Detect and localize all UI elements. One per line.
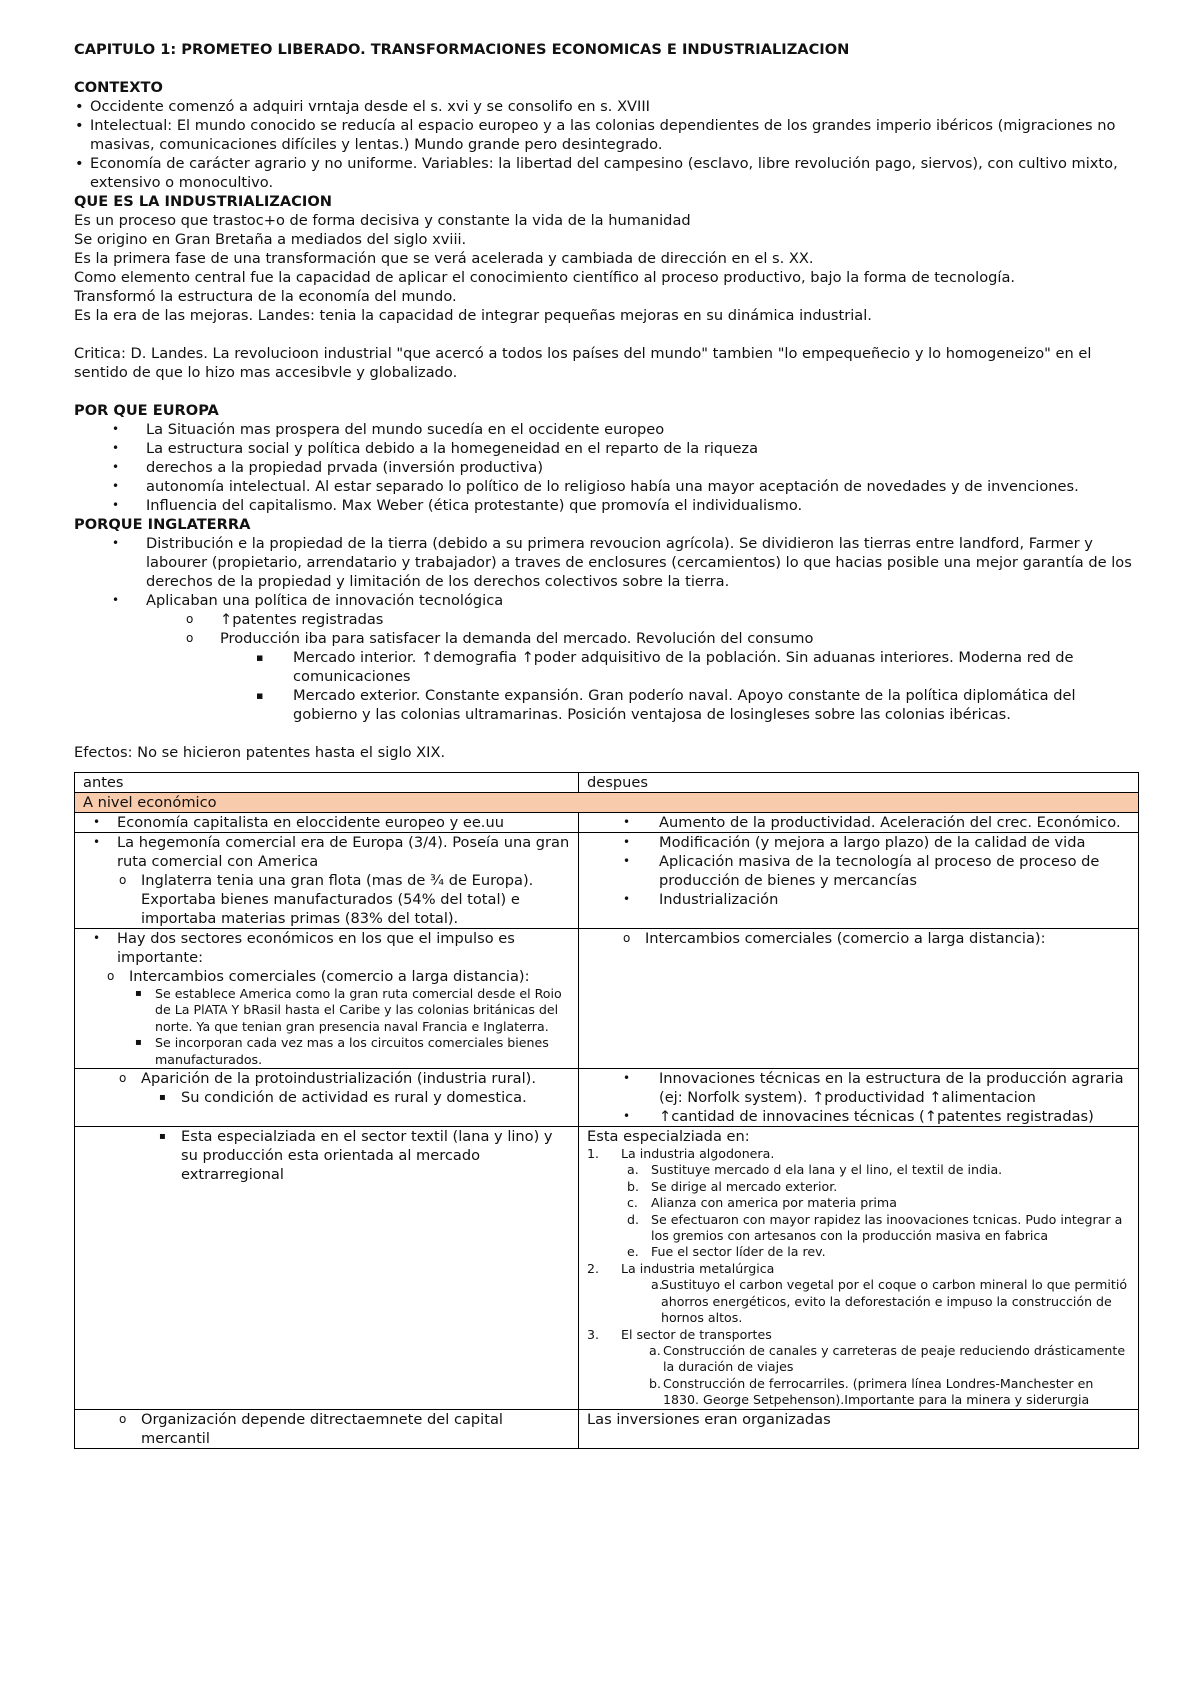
- list-item: ▪ Se incorporan cada vez mas a los circuitos comerciales bienes manufacturados.: [83, 1035, 570, 1068]
- list-item: • Economía capitalista en eloccidente europeo y ee.uu: [83, 813, 570, 832]
- list-item: ▪ Mercado interior. ↑demografia ↑poder adquisitivo de la población. Sin aduanas interiores. Moderna red de comunicaciones: [74, 648, 1138, 686]
- list-item: • Intelectual: El mundo conocido se reducía al espacio europeo y a las colonias dependientes de los grandes imperio ibéricos (migraciones no masivas, comunicaciones difíciles y lentas.) Mundo grande pero desintegrado.: [74, 116, 1138, 154]
- header-antes: antes: [75, 773, 579, 793]
- list-item: a. Sustituyo el carbon vegetal por el coque o carbon mineral lo que permitió ahorros energéticos, evito la deforestación e impuso la construcción de hornos altos.: [651, 1277, 1128, 1326]
- list-item-text: La industria algodonera.: [621, 1146, 775, 1162]
- heading-contexto: CONTEXTO: [74, 79, 163, 96]
- table-cell: [579, 1409, 1139, 1448]
- list-item: • La estructura social y política debido a la homegeneidad en el reparto de la riqueza: [74, 439, 1138, 458]
- list-item: • Aplicaban una política de innovación tecnológica: [74, 591, 1138, 610]
- table-row: [75, 1127, 1139, 1410]
- list-item-text: Construcción de canales y carreteras de peaje reduciendo drásticamente la duración de viajes: [663, 1342, 1126, 1375]
- list-item: a. Sustituye mercado d ela lana y el lino, el textil de india.: [627, 1162, 1003, 1178]
- list-item: • derechos a la propiedad prvada (inversión productiva): [74, 458, 1138, 477]
- list-item: e. Fue el sector líder de la rev.: [627, 1244, 826, 1260]
- europa-list: [74, 420, 1138, 515]
- list-item: • Aumento de la productividad. Aceleración del crec. Económico.: [587, 813, 1130, 832]
- table-cell: [579, 1069, 1139, 1127]
- list-item: ▪ Mercado exterior. Constante expansión. Gran poderío naval. Apoyo constante de la política diplomática del gobierno y las colonias ultramarinas. Posición ventajosa de losingleses sobre las colonias ibéricas.: [74, 686, 1138, 724]
- list-item: 2. La industria metalúrgica: [587, 1260, 775, 1276]
- list-item: d. Se efectuaron con mayor rapidez las inoovaciones tcnicas. Pudo integrar a los gremios con artesanos con la producción masiva en fabrica: [627, 1211, 1123, 1244]
- list-item: • Occidente comenzó a adquiri vrntaja desde el s. xvi y se consolifo en s. XVIII: [74, 97, 1138, 116]
- heading-inglaterra: PORQUE INGLATERRA: [74, 516, 251, 533]
- table-cell: [75, 813, 579, 833]
- cell-intro: Esta especialziada en:: [587, 1128, 750, 1146]
- list-item: o Organización depende ditrectaemnete del capital mercantil: [83, 1410, 570, 1448]
- table-row: [75, 1069, 1139, 1127]
- paragraph-line: Transformó la estructura de la economía del mundo.: [74, 288, 457, 305]
- table-cell: [75, 1127, 579, 1410]
- list-item: o Intercambios comerciales (comercio a larga distancia):: [83, 967, 570, 986]
- list-item: o Producción iba para satisfacer la demanda del mercado. Revolución del consumo: [74, 629, 1138, 648]
- list-item-text: Se efectuaron con mayor rapidez las inoovaciones tcnicas. Pudo integrar a los gremios con artesanos con la producción masiva en fabrica: [651, 1211, 1123, 1244]
- paragraph-line: Como elemento central fue la capacidad de aplicar el conocimiento científico al proceso productivo, bajo la forma de tecnología.: [74, 269, 1016, 286]
- list-item-text: Construcción de ferrocarriles. (primera línea Londres-Manchester en 1830. George Setpehenson).Importante para la minera y siderurgia: [663, 1375, 1094, 1408]
- list-item-text: La industria metalúrgica: [621, 1260, 775, 1276]
- comparison-table: [74, 772, 1139, 1449]
- table-cell: [579, 833, 1139, 929]
- list-item: o Inglaterra tenia una gran flota (mas de ¾ de Europa). Exportaba bienes manufacturados (54% del total) e importaba materias primas (83% del total).: [83, 871, 570, 928]
- table-row: [75, 833, 1139, 929]
- heading-europa: POR QUE EUROPA: [74, 402, 219, 419]
- contexto-list: [74, 97, 1138, 192]
- paragraph-line: Es un proceso que trastoc+o de forma decisiva y constante la vida de la humanidad: [74, 212, 691, 229]
- list-item: ▪ Se establece America como la gran ruta comercial desde el Roio de La PlATA Y bRasil hasta el Caribe y las colonias británicas del norte. Ya que tenian gran presencia naval Francia e Inglaterra.: [83, 986, 570, 1035]
- list-item: • La hegemonía comercial era de Europa (3/4). Poseía una gran ruta comercial con America: [83, 833, 570, 871]
- document-page: [74, 40, 1138, 1449]
- list-item: • Economía de carácter agrario y no uniforme. Variables: la libertad del campesino (esclavo, libre revolución pago, siervos), con cultivo mixto, extensivo o monocultivo.: [74, 154, 1138, 192]
- paragraph-line: Se origino en Gran Bretaña a mediados del siglo xviii.: [74, 231, 467, 248]
- document-title: CAPITULO 1: PROMETEO LIBERADO. TRANSFORMACIONES ECONOMICAS E INDUSTRIALIZACION: [74, 41, 850, 58]
- list-item: • ↑cantidad de innovacines técnicas (↑patentes registradas): [587, 1107, 1130, 1126]
- list-item: • Industrialización: [587, 890, 1130, 909]
- table-cell: [579, 929, 1139, 1069]
- list-item: 3. El sector de transportes: [587, 1326, 772, 1342]
- list-item-text: Sustituyo el carbon vegetal por el coque o carbon mineral lo que permitió ahorros energéticos, evito la deforestación e impuso la construcción de hornos altos.: [661, 1277, 1128, 1326]
- table-cell: [75, 1069, 579, 1127]
- heading-industrializacion: QUE ES LA INDUSTRIALIZACION: [74, 193, 332, 210]
- table-cell: [75, 833, 579, 929]
- cell-text: Las inversiones eran organizadas: [587, 1410, 831, 1428]
- list-item-text: Fue el sector líder de la rev.: [651, 1244, 826, 1260]
- table-cell: [579, 1127, 1139, 1410]
- list-item: • Aplicación masiva de la tecnología al proceso de proceso de producción de bienes y mercancías: [587, 852, 1130, 890]
- list-item: ▪ Esta especialziada en el sector textil (lana y lino) y su producción esta orientada al mercado extrarregional: [83, 1127, 570, 1184]
- header-despues: despues: [579, 773, 1139, 793]
- inglaterra-subsublist: [74, 648, 1138, 724]
- list-item: • autonomía intelectual. Al estar separado lo político de lo religioso había una mayor aceptación de novedades y de invenciones.: [74, 477, 1138, 496]
- list-item: • La Situación mas prospera del mundo sucedía en el occidente europeo: [74, 420, 1138, 439]
- critica-paragraph: Critica: D. Landes. La revolucioon industrial "que acercó a todos los países del mundo" tambien "lo empequeñecio y lo homogeneizo" en el sentido de que lo hizo mas accesibvle y globalizado.: [74, 345, 1092, 381]
- paragraph-line: Es la era de las mejoras. Landes: tenia la capacidad de integrar pequeñas mejoras en su dinámica industrial.: [74, 307, 872, 324]
- list-item: • Innovaciones técnicas en la estructura de la producción agraria (ej: Norfolk system). ↑productividad ↑alimentacion: [587, 1069, 1130, 1107]
- list-item: a. Construcción de canales y carreteras de peaje reduciendo drásticamente la duración de viajes: [649, 1342, 1126, 1375]
- table-cell: [75, 1409, 579, 1448]
- inglaterra-sublist: [74, 610, 1138, 648]
- paragraph-line: Es la primera fase de una transformación que se verá acelerada y cambiada de dirección en el s. XX.: [74, 250, 814, 267]
- table-header-row: [75, 773, 1139, 793]
- list-item: b. Construcción de ferrocarriles. (primera línea Londres-Manchester en 1830. George Setpehenson).Importante para la minera y siderurgia: [649, 1375, 1094, 1408]
- list-item: ▪ Su condición de actividad es rural y domestica.: [83, 1088, 570, 1107]
- list-item: o Aparición de la protoindustrialización (industria rural).: [83, 1069, 570, 1088]
- list-item-text: Sustituye mercado d ela lana y el lino, el textil de india.: [651, 1162, 1003, 1178]
- list-item: 1. La industria algodonera.: [587, 1146, 775, 1162]
- table-cell: [579, 813, 1139, 833]
- list-item-text: Se dirige al mercado exterior.: [651, 1178, 838, 1194]
- table-row: [75, 1409, 1139, 1448]
- list-item: • Distribución e la propiedad de la tierra (debido a su primera revoucion agrícola). Se dividieron las tierras entre landford, Farmer y labourer (propietario, arrendatario y trabajador) a traves de enclosures (cercamientos) lo que hacias posible una mejor garantía de los derechos de la propiedad y limitación de los derechos colectivos sobre la tierra.: [74, 534, 1138, 591]
- list-item: o Intercambios comerciales (comercio a larga distancia):: [587, 929, 1130, 948]
- list-item: b. Se dirige al mercado exterior.: [627, 1178, 838, 1194]
- efectos-line: Efectos: No se hicieron patentes hasta el siglo XIX.: [74, 744, 446, 761]
- table-band-row: [75, 793, 1139, 813]
- table-cell: [75, 929, 579, 1069]
- list-item: o ↑patentes registradas: [74, 610, 1138, 629]
- list-item: c. Alianza con america por materia prima: [627, 1195, 897, 1211]
- list-item: • Hay dos sectores económicos en los que el impulso es importante:: [83, 929, 570, 967]
- list-item-text: Alianza con america por materia prima: [651, 1195, 897, 1211]
- list-item: • Influencia del capitalismo. Max Weber (ética protestante) que promovía el individualismo.: [74, 496, 1138, 515]
- table-row: [75, 813, 1139, 833]
- list-item: • Modificación (y mejora a largo plazo) de la calidad de vida: [587, 833, 1130, 852]
- band-nivel-economico: A nivel económico: [75, 793, 1139, 813]
- inglaterra-list: [74, 534, 1138, 610]
- table-row: [75, 929, 1139, 1069]
- list-item-text: El sector de transportes: [621, 1326, 772, 1342]
